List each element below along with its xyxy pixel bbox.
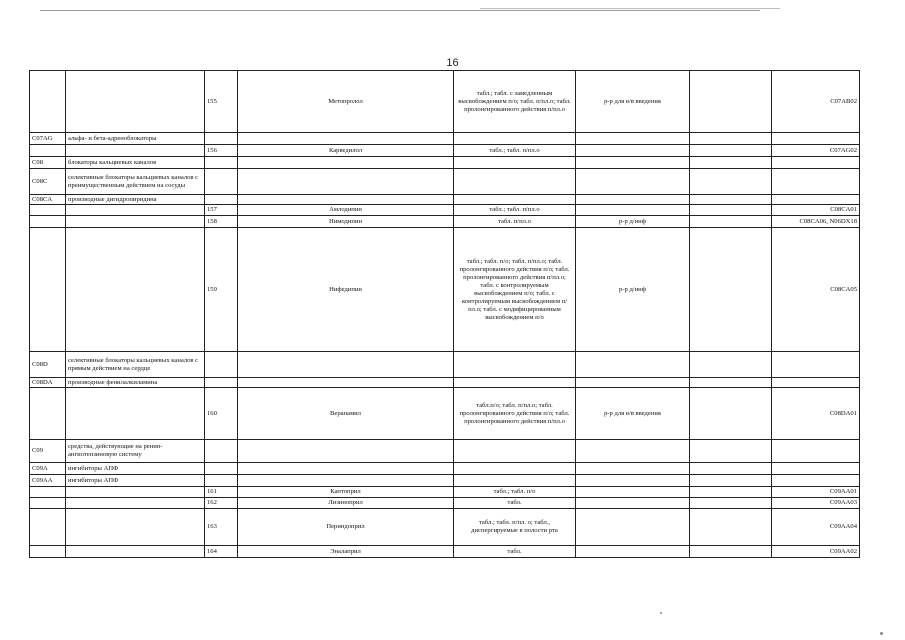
group-name-cell [66, 487, 205, 498]
row-number-cell [205, 378, 238, 388]
row-number-cell: 157 [205, 205, 238, 216]
row-number-cell [205, 195, 238, 205]
page-number: 16 [446, 57, 459, 69]
dosage-form-cell: табл.; табл. п/пл.о [454, 145, 576, 157]
group-name-cell [66, 388, 205, 440]
group-name-cell: средства, действующие на ренин-ангиотензиновую систему [66, 440, 205, 463]
table-row [30, 378, 860, 388]
dosage-form-cell [454, 195, 576, 205]
row-number-cell: 159 [205, 228, 238, 352]
injection-form-cell [576, 463, 690, 475]
group-name-cell: селективные блокаторы кальциевых каналов с прямым действием на сердце [66, 352, 205, 378]
atc-code-cell [30, 498, 66, 509]
table-row [30, 205, 860, 216]
scan-edge-line [40, 10, 760, 11]
injection-form-cell: р-р для в/в введения [576, 71, 690, 133]
drug-name-cell [238, 378, 454, 388]
dosage-form-cell [454, 440, 576, 463]
group-name-cell [66, 509, 205, 546]
drug-name-cell [238, 169, 454, 195]
drug-name-cell: Каптоприл [238, 487, 454, 498]
atc-classification-cell [772, 352, 860, 378]
group-name-cell: производные фенилалкиламина [66, 378, 205, 388]
dosage-form-cell: табл.; табл. п/о; табл. п/пл.о; табл. пролонгированного действия п/о; табл. пролонгированного действия п/пл.о; табл. с контролируемым высвобождением п/о; табл. с контролируемым высвобождением п/пл.о; табл. с модифицированным высвобождением п/о [454, 228, 576, 352]
extra-cell [690, 133, 772, 145]
drug-name-cell [238, 463, 454, 475]
atc-code-cell [30, 71, 66, 133]
group-name-cell: селективные блокаторы кальциевых каналов с преимущественным действием на сосуды [66, 169, 205, 195]
row-number-cell [205, 475, 238, 487]
atc-code-cell: C09A [30, 463, 66, 475]
group-name-cell: альфа- и бета-адреноблокаторы [66, 133, 205, 145]
group-name-cell: блокаторы кальциевых каналов [66, 157, 205, 169]
extra-cell [690, 169, 772, 195]
group-name-cell [66, 498, 205, 509]
atc-classification-cell [772, 475, 860, 487]
atc-classification-cell: C09AA01 [772, 487, 860, 498]
injection-form-cell [576, 440, 690, 463]
row-number-cell: 163 [205, 509, 238, 546]
dosage-form-cell [454, 475, 576, 487]
row-number-cell [205, 157, 238, 169]
extra-cell [690, 195, 772, 205]
dosage-form-cell: табл.; табл. п/пл.о [454, 205, 576, 216]
atc-classification-cell [772, 169, 860, 195]
extra-cell [690, 205, 772, 216]
drug-name-cell [238, 133, 454, 145]
row-number-cell: 156 [205, 145, 238, 157]
drug-name-cell: Эналаприл [238, 546, 454, 558]
atc-classification-cell: C08DA01 [772, 388, 860, 440]
injection-form-cell: р-р д/инф [576, 216, 690, 228]
injection-form-cell [576, 546, 690, 558]
atc-classification-cell [772, 440, 860, 463]
drug-name-cell [238, 475, 454, 487]
dosage-form-cell: табл.; табл. п/о [454, 487, 576, 498]
atc-code-cell: C08CA [30, 195, 66, 205]
extra-cell [690, 440, 772, 463]
dosage-form-cell [454, 157, 576, 169]
drug-name-cell: Нифедипин [238, 228, 454, 352]
atc-code-cell [30, 228, 66, 352]
extra-cell [690, 378, 772, 388]
drug-name-cell: Периндоприл [238, 509, 454, 546]
atc-code-cell: C07AG [30, 133, 66, 145]
drug-list-table [29, 70, 860, 558]
atc-code-cell: C09AA [30, 475, 66, 487]
extra-cell [690, 71, 772, 133]
atc-classification-cell: C08CA06, N06DX18 [772, 216, 860, 228]
drug-name-cell: Нимодипин [238, 216, 454, 228]
atc-classification-cell: C09AA04 [772, 509, 860, 546]
atc-classification-cell: C08CA05 [772, 228, 860, 352]
atc-code-cell: C08DA [30, 378, 66, 388]
dosage-form-cell: табл.; табл. п/пл. о; табл., диспергируемые в полости рта [454, 509, 576, 546]
atc-classification-cell [772, 378, 860, 388]
injection-form-cell [576, 378, 690, 388]
table-row [30, 463, 860, 475]
row-number-cell: 161 [205, 487, 238, 498]
table-body [30, 71, 860, 558]
injection-form-cell [576, 487, 690, 498]
atc-code-cell [30, 216, 66, 228]
row-number-cell [205, 352, 238, 378]
drug-name-cell: Лизиноприл [238, 498, 454, 509]
group-name-cell: производные дигидропиридина [66, 195, 205, 205]
injection-form-cell [576, 498, 690, 509]
atc-code-cell [30, 509, 66, 546]
table-row [30, 133, 860, 145]
extra-cell [690, 157, 772, 169]
atc-classification-cell: C09AA03 [772, 498, 860, 509]
group-name-cell [66, 71, 205, 133]
table-row [30, 487, 860, 498]
table-row [30, 475, 860, 487]
row-number-cell: 164 [205, 546, 238, 558]
atc-classification-cell: C07AG02 [772, 145, 860, 157]
drug-name-cell [238, 440, 454, 463]
atc-classification-cell: C08CA01 [772, 205, 860, 216]
table-row [30, 145, 860, 157]
injection-form-cell: р-р д/инф [576, 228, 690, 352]
extra-cell [690, 388, 772, 440]
atc-code-cell [30, 388, 66, 440]
atc-code-cell [30, 205, 66, 216]
injection-form-cell [576, 475, 690, 487]
row-number-cell [205, 133, 238, 145]
row-number-cell [205, 440, 238, 463]
row-number-cell [205, 169, 238, 195]
row-number-cell [205, 463, 238, 475]
group-name-cell [66, 205, 205, 216]
dosage-form-cell [454, 378, 576, 388]
dosage-form-cell: табл. [454, 546, 576, 558]
atc-classification-cell: C09AA02 [772, 546, 860, 558]
dosage-form-cell [454, 133, 576, 145]
table-row [30, 195, 860, 205]
dosage-form-cell [454, 352, 576, 378]
atc-classification-cell [772, 195, 860, 205]
table-row [30, 169, 860, 195]
atc-code-cell [30, 487, 66, 498]
dosage-form-cell [454, 169, 576, 195]
injection-form-cell [576, 352, 690, 378]
injection-form-cell [576, 195, 690, 205]
injection-form-cell [576, 157, 690, 169]
drug-name-cell: Верапамил [238, 388, 454, 440]
atc-code-cell: C08D [30, 352, 66, 378]
drug-name-cell: Метопролол [238, 71, 454, 133]
table-row [30, 352, 860, 378]
drug-name-cell: Амлодипин [238, 205, 454, 216]
injection-form-cell [576, 509, 690, 546]
injection-form-cell [576, 205, 690, 216]
drug-name-cell: Карведилол [238, 145, 454, 157]
table-row [30, 388, 860, 440]
group-name-cell [66, 145, 205, 157]
atc-classification-cell [772, 463, 860, 475]
extra-cell [690, 463, 772, 475]
drug-name-cell [238, 195, 454, 205]
table-row [30, 216, 860, 228]
extra-cell [690, 228, 772, 352]
table-row [30, 157, 860, 169]
scan-speck [660, 612, 662, 614]
table-row [30, 440, 860, 463]
table-row [30, 228, 860, 352]
dosage-form-cell: табл.; табл. с замедленным высвобождением п/о; табл. п/пл.о; табл. пролонгированного действия п/пл.о [454, 71, 576, 133]
atc-code-cell [30, 546, 66, 558]
drug-name-cell [238, 352, 454, 378]
injection-form-cell [576, 145, 690, 157]
group-name-cell [66, 228, 205, 352]
extra-cell [690, 487, 772, 498]
atc-code-cell: C09 [30, 440, 66, 463]
table-row [30, 71, 860, 133]
extra-cell [690, 498, 772, 509]
scan-speck [880, 632, 883, 635]
table-row [30, 509, 860, 546]
table-row [30, 546, 860, 558]
row-number-cell: 160 [205, 388, 238, 440]
atc-classification-cell [772, 157, 860, 169]
table-row [30, 498, 860, 509]
row-number-cell: 155 [205, 71, 238, 133]
injection-form-cell [576, 133, 690, 145]
atc-classification-cell [772, 133, 860, 145]
group-name-cell: ингибиторы АПФ [66, 463, 205, 475]
row-number-cell: 162 [205, 498, 238, 509]
drug-name-cell [238, 157, 454, 169]
group-name-cell: ингибиторы АПФ [66, 475, 205, 487]
extra-cell [690, 145, 772, 157]
extra-cell [690, 546, 772, 558]
dosage-form-cell: табл. [454, 498, 576, 509]
injection-form-cell: р-р для в/в введения [576, 388, 690, 440]
group-name-cell [66, 546, 205, 558]
scan-edge-line [480, 8, 780, 9]
atc-code-cell [30, 145, 66, 157]
extra-cell [690, 509, 772, 546]
dosage-form-cell: табл. п/пл.о [454, 216, 576, 228]
group-name-cell [66, 216, 205, 228]
injection-form-cell [576, 169, 690, 195]
atc-code-cell: C08 [30, 157, 66, 169]
extra-cell [690, 475, 772, 487]
dosage-form-cell: табл.п/о; табл. п/пл.о; табл. пролонгированного действия п/о; табл. пролонгированного действия п/пл.о [454, 388, 576, 440]
extra-cell [690, 352, 772, 378]
atc-code-cell: C08C [30, 169, 66, 195]
extra-cell [690, 216, 772, 228]
dosage-form-cell [454, 463, 576, 475]
atc-classification-cell: C07AB02 [772, 71, 860, 133]
row-number-cell: 158 [205, 216, 238, 228]
